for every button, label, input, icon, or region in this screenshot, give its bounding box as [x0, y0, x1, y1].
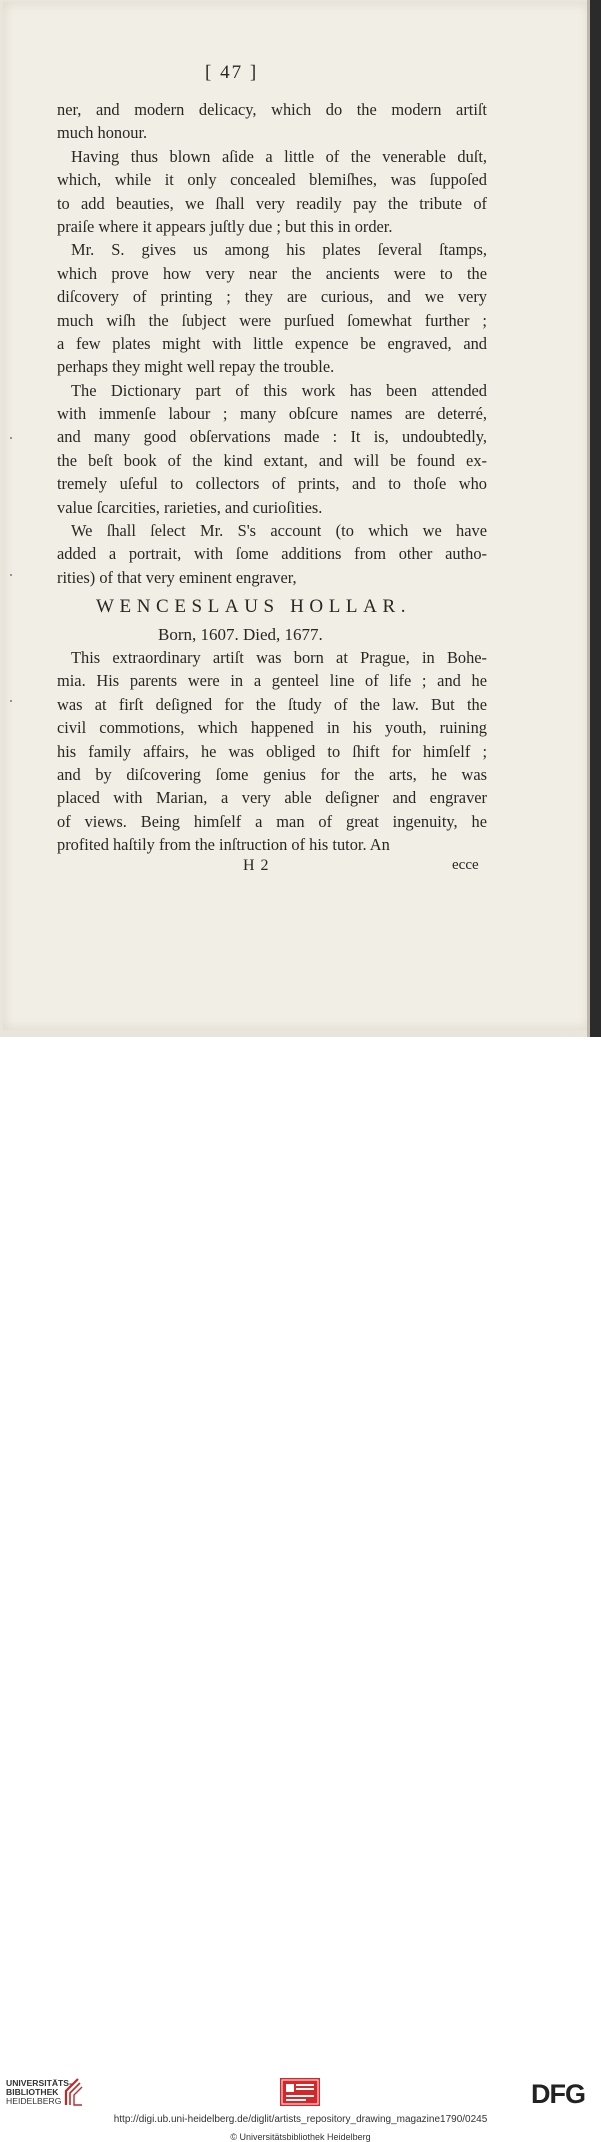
paragraph	[57, 98, 487, 145]
text-line: rities) of that very eminent engraver,	[57, 567, 297, 587]
scan-area	[0, 0, 601, 1037]
text-line: profited haſtily from the inſtruction of his tutor. An	[57, 835, 390, 855]
paragraph	[57, 145, 487, 239]
margin-speck	[10, 574, 12, 576]
text-line: The Dictionary part of this work has been attended	[71, 380, 487, 400]
paragraph	[57, 238, 487, 378]
logo-line-2: BIBLIOTHEK	[6, 2087, 59, 2097]
logo-line-3: HEIDELBERG	[6, 2096, 62, 2106]
text-line: which prove how very near the ancients were to the	[57, 263, 487, 283]
text-line: tremely uſeful to collectors of prints, and to thoſe who	[57, 474, 487, 494]
section-dates: Born, 1607. Died, 1677.	[158, 625, 323, 644]
text-line: civil commotions, which happened in his youth, ruining	[57, 718, 487, 738]
text-line: perhaps they might well repay the trouble.	[57, 357, 335, 377]
text-line: and many good obſervations made : It is, undoubtedly,	[57, 427, 487, 447]
paragraph	[57, 379, 487, 519]
text-line: a few plates might with little expence be engraved, and	[57, 333, 487, 353]
university-emblem-icon	[62, 2077, 84, 2107]
text-line: and by diſcovering ſome genius for the arts, he was	[57, 764, 487, 784]
margin-speck	[10, 700, 12, 702]
section-heading: WENCESLAUS HOLLAR.	[96, 596, 412, 617]
text-line: with immenſe labour ; many obſcure names are deterré,	[57, 404, 487, 424]
text-line: Mr. S. gives us among his plates ſeveral ſtamps,	[71, 240, 487, 260]
text-line: placed with Marian, a very able deſigner and engraver	[57, 788, 487, 808]
text-line: his family affairs, he was obliged to ſhift for himſelf ;	[57, 741, 487, 761]
permalink-url[interactable]: http://digi.ub.uni-heidelberg.de/diglit/artists_repository_drawing_magazine1790/0245	[113, 2114, 488, 2125]
text-line: much honour.	[57, 123, 148, 143]
text-line: much wiſh the ſubject were purſued ſomewhat further ;	[57, 310, 487, 330]
text-line: We ſhall ſelect Mr. S's account (to which we have	[71, 521, 487, 541]
text-line: which, while it only concealed blemiſhes, was ſuppoſed	[57, 170, 487, 190]
text-line: added a portrait, with ſome additions from other autho-	[57, 544, 487, 564]
text-line: of views. Being himſelf a man of great ingenuity, he	[57, 811, 487, 831]
logo-line-1: UNIVERSITÄTS-	[6, 2078, 72, 2088]
text-line: ner, and modern delicacy, which do the modern artiſt	[57, 100, 487, 119]
text-line: This extraordinary artiſt was born at Prague, in Bohe-	[71, 648, 487, 667]
copyright-notice: © Universitätsbibliothek Heidelberg	[230, 2132, 371, 2142]
text-line: value ſcarcities, rarieties, and curioſities.	[57, 497, 323, 517]
catchword: ecce	[452, 857, 479, 873]
digitization-stamp-icon	[280, 2078, 320, 2106]
paragraph	[57, 646, 487, 857]
body-text-top	[57, 98, 487, 589]
text-line: praiſe where it appears juſtly due ; but this in order.	[57, 216, 393, 236]
paragraph	[57, 519, 487, 589]
body-text-bottom	[57, 646, 487, 857]
text-line: to add beauties, we ſhall very readily pay the tribute of	[57, 193, 487, 213]
signature-mark: H 2	[243, 857, 270, 874]
text-line: the beſt book of the kind extant, and will be found ex-	[57, 450, 487, 470]
book-spine-shadow	[590, 0, 601, 1037]
text-line: was at firſt deſigned for the ſtudy of the law. But the	[57, 694, 487, 714]
dfg-logo[interactable]: DFG	[531, 2079, 585, 2109]
text-line: Having thus blown aſide a little of the venerable duſt,	[71, 146, 487, 166]
margin-speck	[10, 437, 12, 439]
page-number: [ 47 ]	[205, 62, 259, 83]
viewer-footer	[0, 1037, 601, 2142]
text-line: diſcovery of printing ; they are curious, and we very	[57, 287, 487, 307]
text-line: mia. His parents were in a genteel line of life ; and he	[57, 671, 487, 691]
